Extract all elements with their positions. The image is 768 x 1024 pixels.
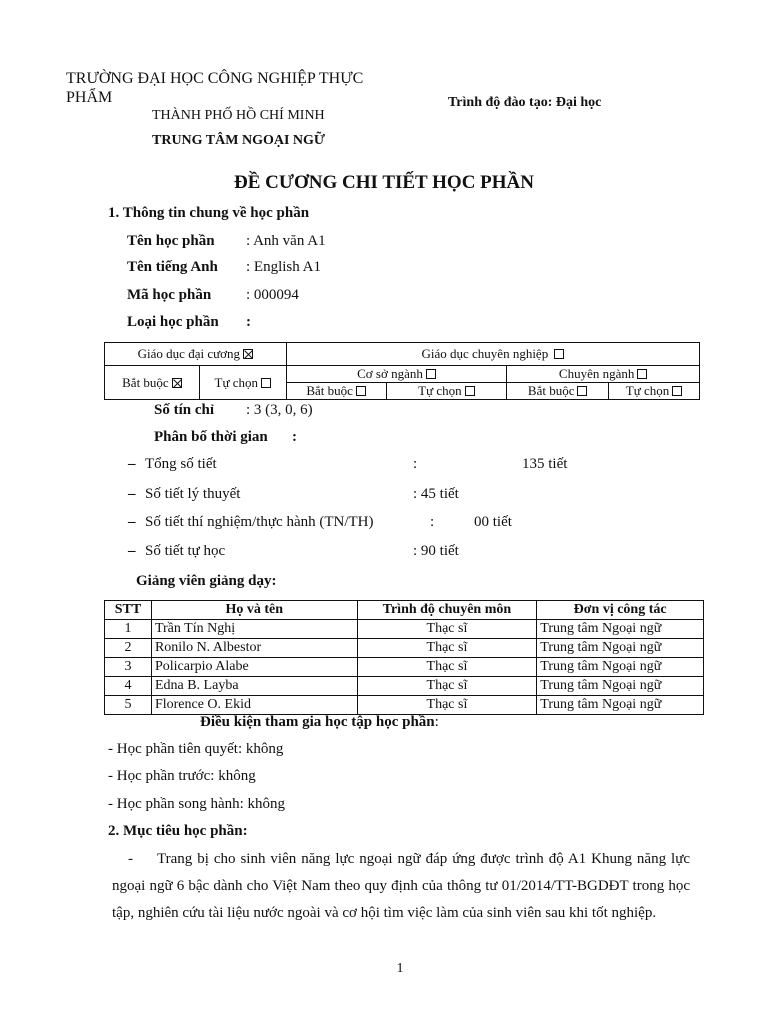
base-elective-checkbox[interactable] — [465, 386, 475, 396]
specialized-education-label: Giáo dục chuyên nghiệp — [421, 346, 549, 361]
objective-paragraph — [112, 846, 690, 927]
theory-periods-label: Số tiết lý thuyết — [145, 486, 241, 502]
table-row — [105, 639, 704, 658]
field-value-course-code: : 000094 — [246, 287, 299, 303]
lab-periods-label: Số tiết thí nghiệm/thực hành (TN/TH) — [145, 514, 374, 530]
major-required-checkbox[interactable] — [577, 386, 587, 396]
lecturer-unit: Trung tâm Ngoại ngữ — [537, 639, 704, 658]
column-header-unit: Đơn vị công tác — [537, 601, 704, 620]
major-required-cell — [507, 383, 609, 400]
time-row-dash: – — [128, 456, 136, 472]
time-distribution-colon: : — [292, 429, 297, 445]
field-value-english-name: : English A1 — [246, 259, 322, 275]
general-elective-label: Tự chọn — [214, 374, 259, 390]
course-category-table — [104, 342, 700, 400]
document-title: ĐỀ CƯƠNG CHI TIẾT HỌC PHẦN — [234, 172, 534, 193]
university-name-line1: TRƯỜNG ĐẠI HỌC CÔNG NGHIỆP THỰC — [66, 70, 364, 87]
table-row — [105, 658, 704, 677]
field-label-course-name: Tên học phần — [127, 233, 215, 249]
general-education-checkbox[interactable] — [243, 349, 253, 359]
conditions-heading: Điều kiện tham gia học tập học phần — [200, 714, 435, 730]
table-row — [105, 620, 704, 639]
parallel-course-line: - Học phần song hành: không — [108, 796, 286, 812]
general-elective-cell — [199, 366, 286, 400]
major-elective-checkbox[interactable] — [672, 386, 682, 396]
lecturer-name: Florence O. Ekid — [151, 696, 357, 715]
column-header-qualification: Trình độ chuyên môn — [357, 601, 537, 620]
lecturers-table — [104, 600, 704, 715]
general-elective-checkbox[interactable] — [261, 378, 271, 388]
general-required-checkbox[interactable] — [172, 378, 182, 388]
base-elective-cell — [386, 383, 507, 400]
credits-label: Số tín chỉ — [154, 402, 215, 418]
prerequisite-line: - Học phần tiên quyết: không — [108, 741, 284, 757]
city-name: THÀNH PHỐ HỒ CHÍ MINH — [152, 108, 325, 123]
lecturer-unit: Trung tâm Ngoại ngữ — [537, 677, 704, 696]
lecturer-qualification: Thạc sĩ — [357, 658, 537, 677]
general-required-label: Bắt buộc — [122, 374, 169, 390]
page-number: 1 — [396, 961, 404, 976]
column-header-name: Họ và tên — [151, 601, 357, 620]
lecturers-heading: Giảng viên giảng dạy: — [136, 573, 277, 589]
time-row-dash: – — [128, 543, 136, 559]
table-row — [105, 696, 704, 715]
lecturer-stt: 3 — [105, 658, 152, 677]
field-value-course-type: : — [246, 314, 251, 330]
lecturer-name: Policarpio Alabe — [151, 658, 357, 677]
time-distribution-label: Phân bố thời gian — [154, 429, 268, 445]
center-name: TRUNG TÂM NGOẠI NGỮ — [152, 133, 326, 148]
lecturer-qualification: Thạc sĩ — [357, 639, 537, 658]
theory-periods-value: : 45 tiết — [413, 486, 459, 502]
objective-text: Trang bị cho sinh viên năng lực ngoại ngữ đáp ứng được trình độ A1 Khung năng lực ngoại ngữ 6 bậc dành cho Việt Nam theo quy định của thông tư 01/2014/TT-BGDĐT trong học tập, nghiên cứu tài liệu nước ngoài và cơ hội tìm việc làm của sinh viên sau khi tốt nghiệp. — [112, 851, 690, 921]
lecturer-unit: Trung tâm Ngoại ngữ — [537, 696, 704, 715]
section1-heading: 1. Thông tin chung về học phần — [108, 205, 310, 221]
lecturers-header-row — [105, 601, 704, 620]
time-row-dash: – — [128, 514, 136, 530]
specialization-checkbox[interactable] — [637, 369, 647, 379]
general-education-cell — [105, 343, 287, 366]
field-label-course-code: Mã học phần — [127, 287, 212, 303]
base-required-label: Bắt buộc — [306, 383, 353, 398]
total-periods-label: Tổng số tiết — [145, 456, 217, 472]
major-required-label: Bắt buộc — [527, 383, 575, 398]
major-elective-label: Tự chọn — [625, 383, 670, 398]
self-study-periods-label: Số tiết tự học — [145, 543, 226, 559]
objective-dash: - — [128, 851, 133, 867]
self-study-periods-value: : 90 tiết — [413, 543, 459, 559]
lecturer-qualification: Thạc sĩ — [357, 696, 537, 715]
base-major-checkbox[interactable] — [426, 369, 436, 379]
total-periods-colon: : — [413, 456, 418, 472]
base-elective-label: Tự chọn — [418, 383, 462, 398]
lecturer-qualification: Thạc sĩ — [357, 620, 537, 639]
specialized-education-cell — [286, 343, 699, 366]
base-required-cell — [286, 383, 386, 400]
conditions-heading-line — [200, 714, 439, 731]
lecturer-stt: 4 — [105, 677, 152, 696]
lecturer-name: Ronilo N. Albestor — [151, 639, 357, 658]
lecturer-name: Edna B. Layba — [151, 677, 357, 696]
major-elective-cell — [609, 383, 700, 400]
lecturer-unit: Trung tâm Ngoại ngữ — [537, 620, 704, 639]
lecturer-stt: 5 — [105, 696, 152, 715]
previous-course-line: - Học phần trước: không — [108, 768, 256, 784]
field-value-course-name: : Anh văn A1 — [246, 233, 326, 249]
training-level: Trình độ đào tạo: Đại học — [448, 95, 602, 110]
table-row — [105, 677, 704, 696]
specialized-education-checkbox[interactable] — [554, 349, 564, 359]
field-label-course-type: Loại học phần — [127, 314, 219, 330]
general-required-cell — [105, 366, 200, 400]
general-education-label: Giáo dục đại cương — [137, 346, 241, 361]
section2-heading: 2. Mục tiêu học phần: — [108, 823, 248, 839]
base-major-cell — [286, 366, 507, 383]
lecturer-name: Trần Tín Nghị — [151, 620, 357, 639]
base-major-label: Cơ sở ngành — [357, 366, 423, 381]
specialization-label: Chuyên ngành — [558, 366, 635, 381]
university-name-line2: PHẨM — [66, 89, 113, 106]
conditions-heading-colon: : — [434, 714, 439, 730]
lecturer-unit: Trung tâm Ngoại ngữ — [537, 658, 704, 677]
lecturer-qualification: Thạc sĩ — [357, 677, 537, 696]
column-header-stt: STT — [105, 601, 152, 620]
time-row-dash: – — [128, 486, 136, 502]
lab-periods-colon: : — [430, 514, 435, 530]
field-label-english-name: Tên tiếng Anh — [127, 259, 218, 275]
lecturer-stt: 1 — [105, 620, 152, 639]
lecturer-stt: 2 — [105, 639, 152, 658]
lab-periods-value: 00 tiết — [474, 514, 512, 530]
specialization-cell — [507, 366, 700, 383]
credits-value: : 3 (3, 0, 6) — [246, 402, 313, 418]
total-periods-value: 135 tiết — [522, 456, 568, 472]
base-required-checkbox[interactable] — [356, 386, 366, 396]
